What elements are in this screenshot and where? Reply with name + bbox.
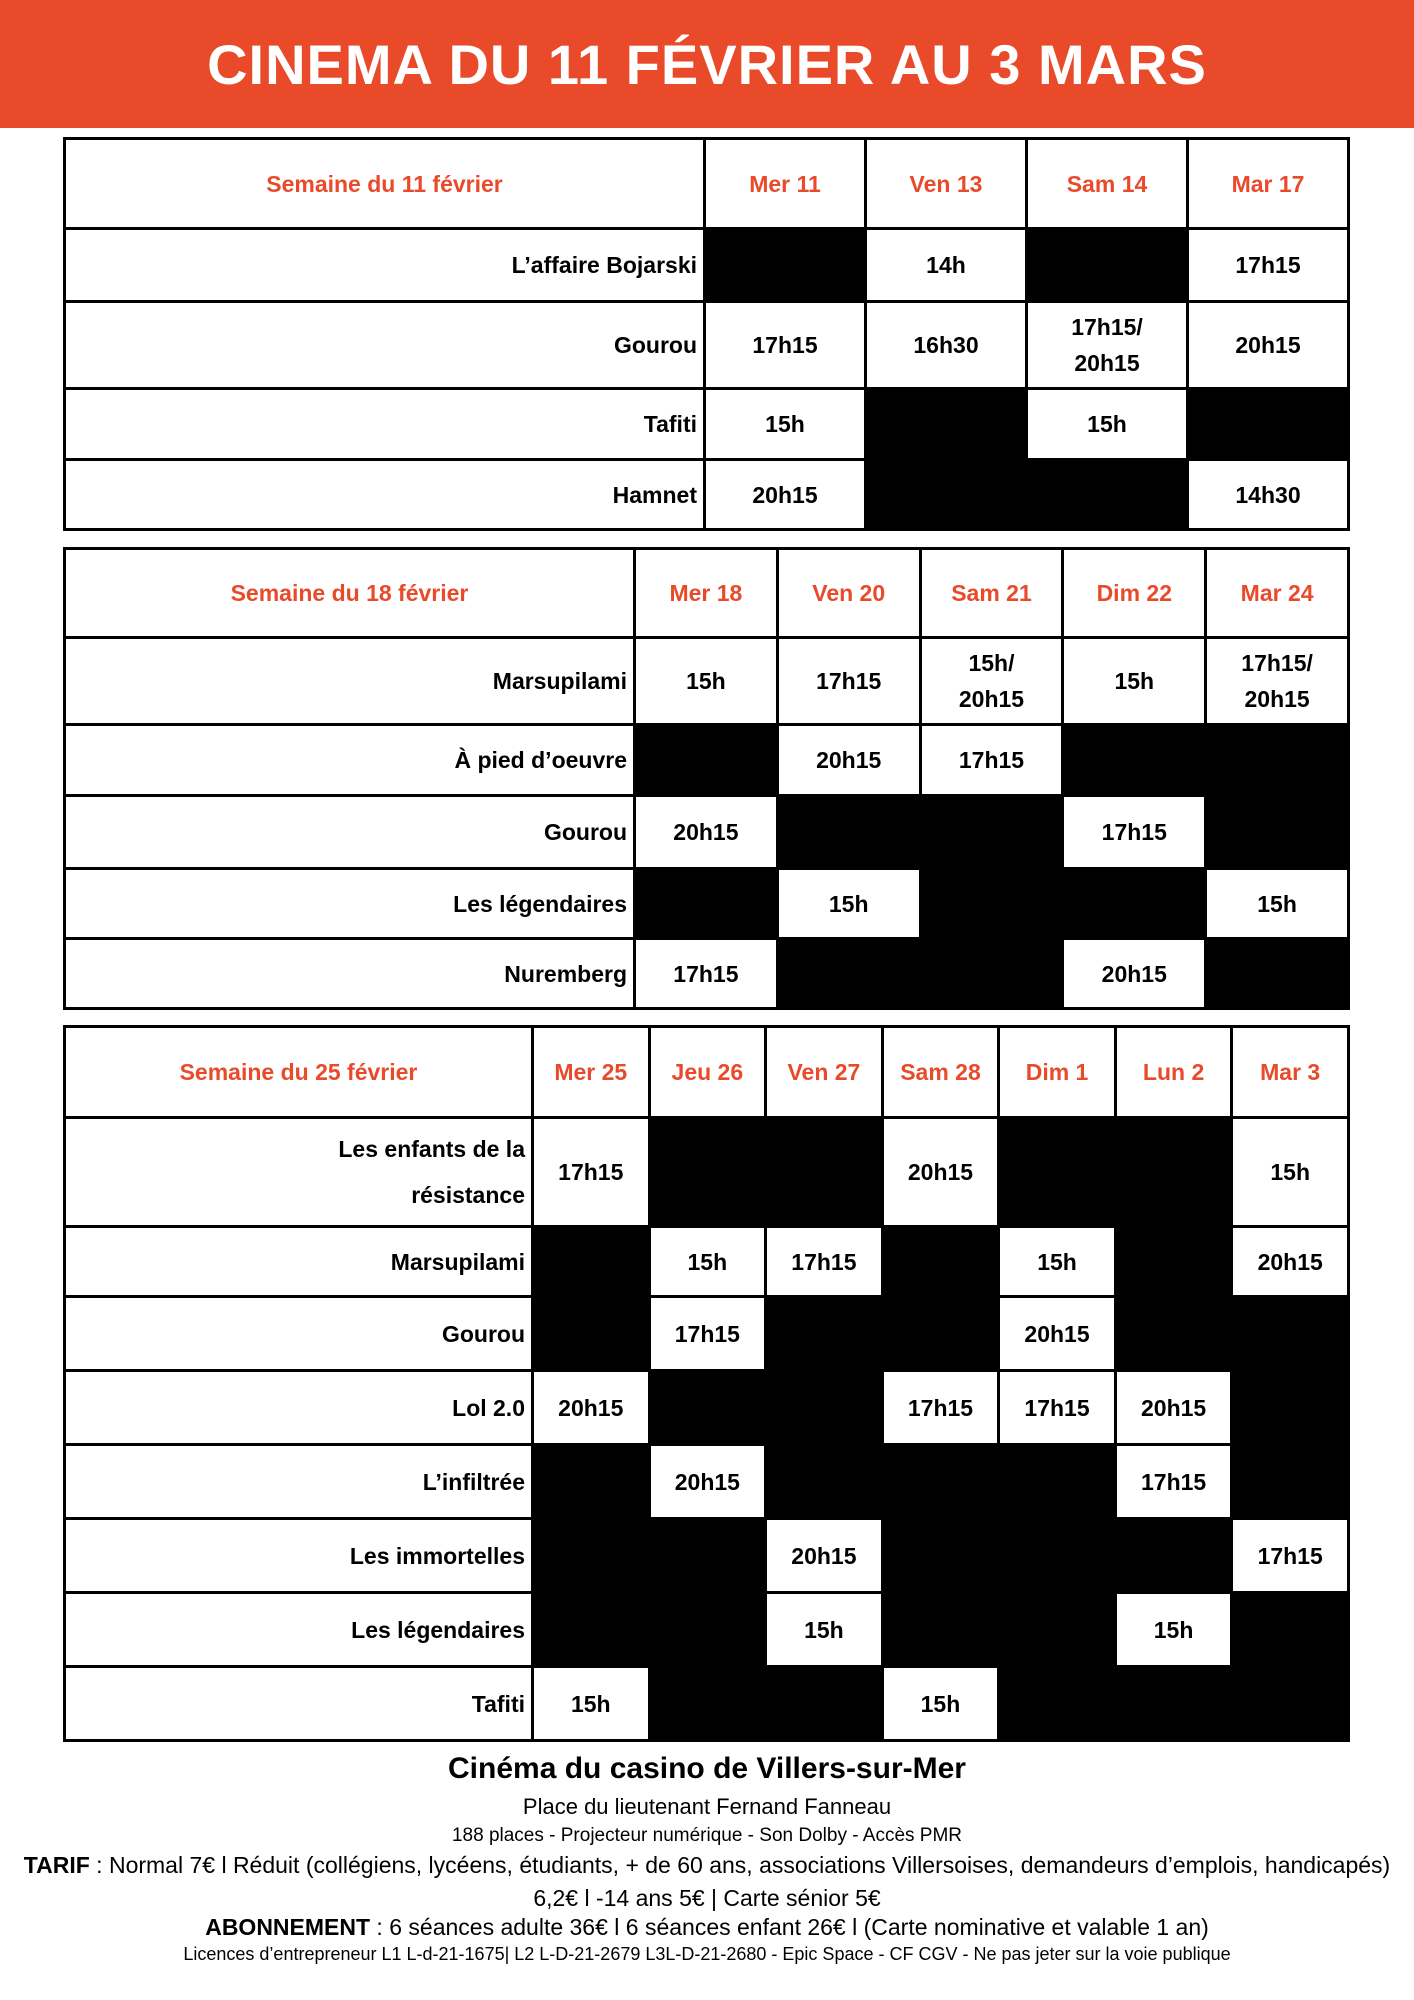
- film-title: Les légendaires: [65, 869, 635, 939]
- day-header: Mar 3: [1232, 1027, 1349, 1118]
- showtime-cell: 17h15: [635, 939, 778, 1009]
- abonnement-info: [0, 1914, 1414, 1941]
- no-screening-cell: [533, 1297, 650, 1371]
- no-screening-cell: [866, 460, 1027, 530]
- no-screening-cell: [533, 1519, 650, 1593]
- no-screening-cell: [920, 796, 1063, 869]
- showtime-cell: 15h: [533, 1667, 650, 1741]
- tarif-info: [0, 1849, 1414, 1915]
- no-screening-cell: [1115, 1118, 1232, 1227]
- showtime-cell: 17h15: [882, 1371, 999, 1445]
- showtime-cell: 20h15: [882, 1118, 999, 1227]
- showtime-cell: 15h: [1115, 1593, 1232, 1667]
- no-screening-cell: [705, 229, 866, 302]
- no-screening-cell: [999, 1445, 1116, 1519]
- film-title: Lol 2.0: [65, 1371, 533, 1445]
- no-screening-cell: [866, 389, 1027, 460]
- day-header: Lun 2: [1115, 1027, 1232, 1118]
- week-title: Semaine du 25 février: [65, 1027, 533, 1118]
- film-row: [65, 638, 1349, 725]
- showtime-cell: 15h: [1027, 389, 1188, 460]
- page-title: CINEMA DU 11 FÉVRIER AU 3 MARS: [0, 0, 1414, 128]
- film-title: Gourou: [65, 796, 635, 869]
- film-row: [65, 460, 1349, 530]
- showtime-cell: 14h30: [1188, 460, 1349, 530]
- venue-address: Place du lieutenant Fernand Fanneau: [522, 1794, 892, 1819]
- showtime-cell: 17h15: [1063, 796, 1206, 869]
- no-screening-cell: [1115, 1297, 1232, 1371]
- showtime-cell: 15h: [882, 1667, 999, 1741]
- no-screening-cell: [1115, 1519, 1232, 1593]
- film-title: Tafiti: [65, 389, 705, 460]
- film-title: Gourou: [65, 302, 705, 389]
- no-screening-cell: [635, 725, 778, 796]
- no-screening-cell: [649, 1667, 766, 1741]
- showtime-cell: 20h15: [1232, 1227, 1349, 1297]
- no-screening-cell: [1232, 1445, 1349, 1519]
- showtime-cell: 17h15: [1188, 229, 1349, 302]
- showtime-cell: 14h: [866, 229, 1027, 302]
- film-row: [65, 725, 1349, 796]
- no-screening-cell: [882, 1593, 999, 1667]
- no-screening-cell: [1232, 1371, 1349, 1445]
- week-schedule-3: [63, 1025, 1350, 1742]
- day-header: Ven 20: [777, 549, 920, 638]
- day-header: Sam 28: [882, 1027, 999, 1118]
- no-screening-cell: [649, 1118, 766, 1227]
- no-screening-cell: [920, 939, 1063, 1009]
- venue-features: 188 places - Projecteur numérique - Son Dolby - Accès PMR: [451, 1825, 963, 1846]
- no-screening-cell: [533, 1227, 650, 1297]
- abonnement-text: : 6 séances adulte 36€ l 6 séances enfant 26€ l (Carte nominative et valable 1 an): [370, 1914, 1209, 1940]
- week-schedule-1: [63, 137, 1350, 531]
- film-title: Marsupilami: [65, 638, 635, 725]
- day-header: Dim 22: [1063, 549, 1206, 638]
- showtime-cell: 15h: [766, 1593, 883, 1667]
- film-row: [65, 229, 1349, 302]
- no-screening-cell: [1232, 1667, 1349, 1741]
- showtime-cell: 15h/ 20h15: [920, 638, 1063, 725]
- showtime-cell: 15h: [705, 389, 866, 460]
- no-screening-cell: [999, 1519, 1116, 1593]
- no-screening-cell: [1063, 725, 1206, 796]
- no-screening-cell: [1188, 389, 1349, 460]
- film-title: Nuremberg: [65, 939, 635, 1009]
- showtime-cell: 15h: [999, 1227, 1116, 1297]
- no-screening-cell: [999, 1667, 1116, 1741]
- showtime-cell: 20h15: [1063, 939, 1206, 1009]
- tarif-text: : Normal 7€ l Réduit (collégiens, lycéens, étudiants, + de 60 ans, associations Villersoises, demandeurs d’emplois, handicapés) 6,2€ l -14 ans 5€ | Carte sénior 5€: [89, 1852, 1391, 1911]
- week-title: Semaine du 18 février: [65, 549, 635, 638]
- no-screening-cell: [1115, 1667, 1232, 1741]
- no-screening-cell: [649, 1371, 766, 1445]
- day-header: Mer 25: [533, 1027, 650, 1118]
- showtime-cell: 20h15: [533, 1371, 650, 1445]
- no-screening-cell: [1206, 939, 1349, 1009]
- no-screening-cell: [777, 939, 920, 1009]
- showtime-cell: 17h15: [920, 725, 1063, 796]
- showtime-cell: 17h15/ 20h15: [1206, 638, 1349, 725]
- film-row: [65, 1667, 1349, 1741]
- showtime-cell: 17h15: [1232, 1519, 1349, 1593]
- day-header: Mar 24: [1206, 549, 1349, 638]
- showtime-cell: 20h15: [635, 796, 778, 869]
- film-row: [65, 1593, 1349, 1667]
- showtime-cell: 17h15: [766, 1227, 883, 1297]
- no-screening-cell: [1115, 1227, 1232, 1297]
- no-screening-cell: [1232, 1593, 1349, 1667]
- showtime-cell: 20h15: [705, 460, 866, 530]
- licences-info: Licences d’entrepreneur L1 L-d-21-1675| L2 L-D-21-2679 L3L-D-21-2680 - Epic Space - CF CGV - Ne pas jeter sur la voie publique: [183, 1944, 1231, 1964]
- no-screening-cell: [766, 1118, 883, 1227]
- film-row: [65, 302, 1349, 389]
- day-header: Mar 17: [1188, 139, 1349, 229]
- showtime-cell: 20h15: [766, 1519, 883, 1593]
- film-title: Les légendaires: [65, 1593, 533, 1667]
- showtime-cell: 20h15: [1188, 302, 1349, 389]
- film-row: [65, 1118, 1349, 1227]
- showtime-cell: 17h15: [705, 302, 866, 389]
- film-row: [65, 939, 1349, 1009]
- no-screening-cell: [999, 1593, 1116, 1667]
- showtime-cell: 17h15: [777, 638, 920, 725]
- film-row: [65, 389, 1349, 460]
- no-screening-cell: [533, 1445, 650, 1519]
- no-screening-cell: [766, 1371, 883, 1445]
- week-schedule-2: [63, 547, 1350, 1010]
- no-screening-cell: [635, 869, 778, 939]
- day-header: Jeu 26: [649, 1027, 766, 1118]
- no-screening-cell: [882, 1445, 999, 1519]
- film-row: [65, 869, 1349, 939]
- film-title: Gourou: [65, 1297, 533, 1371]
- film-title: Tafiti: [65, 1667, 533, 1741]
- no-screening-cell: [1063, 869, 1206, 939]
- film-row: [65, 1227, 1349, 1297]
- no-screening-cell: [882, 1227, 999, 1297]
- showtime-cell: 20h15: [999, 1297, 1116, 1371]
- day-header: Mer 11: [705, 139, 866, 229]
- showtime-cell: 20h15: [777, 725, 920, 796]
- film-title: À pied d’oeuvre: [65, 725, 635, 796]
- showtime-cell: 17h15: [533, 1118, 650, 1227]
- showtime-cell: 15h: [777, 869, 920, 939]
- film-row: [65, 1371, 1349, 1445]
- no-screening-cell: [649, 1519, 766, 1593]
- no-screening-cell: [766, 1445, 883, 1519]
- showtime-cell: 15h: [1063, 638, 1206, 725]
- day-header: Dim 1: [999, 1027, 1116, 1118]
- day-header: Sam 14: [1027, 139, 1188, 229]
- no-screening-cell: [920, 869, 1063, 939]
- no-screening-cell: [649, 1593, 766, 1667]
- showtime-cell: 17h15: [999, 1371, 1116, 1445]
- day-header: Sam 21: [920, 549, 1063, 638]
- film-title: L’infiltrée: [65, 1445, 533, 1519]
- film-title: Hamnet: [65, 460, 705, 530]
- venue-name: Cinéma du casino de Villers-sur-Mer: [448, 1752, 966, 1785]
- film-row: [65, 1297, 1349, 1371]
- showtime-cell: 20h15: [649, 1445, 766, 1519]
- no-screening-cell: [1027, 460, 1188, 530]
- film-title: Les immortelles: [65, 1519, 533, 1593]
- no-screening-cell: [882, 1519, 999, 1593]
- showtime-cell: 15h: [649, 1227, 766, 1297]
- no-screening-cell: [766, 1667, 883, 1741]
- no-screening-cell: [777, 796, 920, 869]
- no-screening-cell: [1206, 725, 1349, 796]
- film-title: Marsupilami: [65, 1227, 533, 1297]
- showtime-cell: 17h15: [649, 1297, 766, 1371]
- no-screening-cell: [766, 1297, 883, 1371]
- no-screening-cell: [1206, 796, 1349, 869]
- no-screening-cell: [882, 1297, 999, 1371]
- showtime-cell: 15h: [1206, 869, 1349, 939]
- no-screening-cell: [533, 1593, 650, 1667]
- day-header: Ven 27: [766, 1027, 883, 1118]
- showtime-cell: 20h15: [1115, 1371, 1232, 1445]
- showtime-cell: 15h: [1232, 1118, 1349, 1227]
- week-title: Semaine du 11 février: [65, 139, 705, 229]
- day-header: Ven 13: [866, 139, 1027, 229]
- showtime-cell: 17h15: [1115, 1445, 1232, 1519]
- no-screening-cell: [1027, 229, 1188, 302]
- film-row: [65, 1519, 1349, 1593]
- showtime-cell: 17h15/ 20h15: [1027, 302, 1188, 389]
- film-row: [65, 1445, 1349, 1519]
- showtime-cell: 16h30: [866, 302, 1027, 389]
- film-row: [65, 796, 1349, 869]
- showtime-cell: 15h: [635, 638, 778, 725]
- no-screening-cell: [999, 1118, 1116, 1227]
- film-title: Les enfants de la résistance: [65, 1118, 533, 1227]
- day-header: Mer 18: [635, 549, 778, 638]
- no-screening-cell: [1232, 1297, 1349, 1371]
- tarif-label: TARIF: [23, 1852, 90, 1878]
- film-title: L’affaire Bojarski: [65, 229, 705, 302]
- abonnement-label: ABONNEMENT: [205, 1914, 371, 1940]
